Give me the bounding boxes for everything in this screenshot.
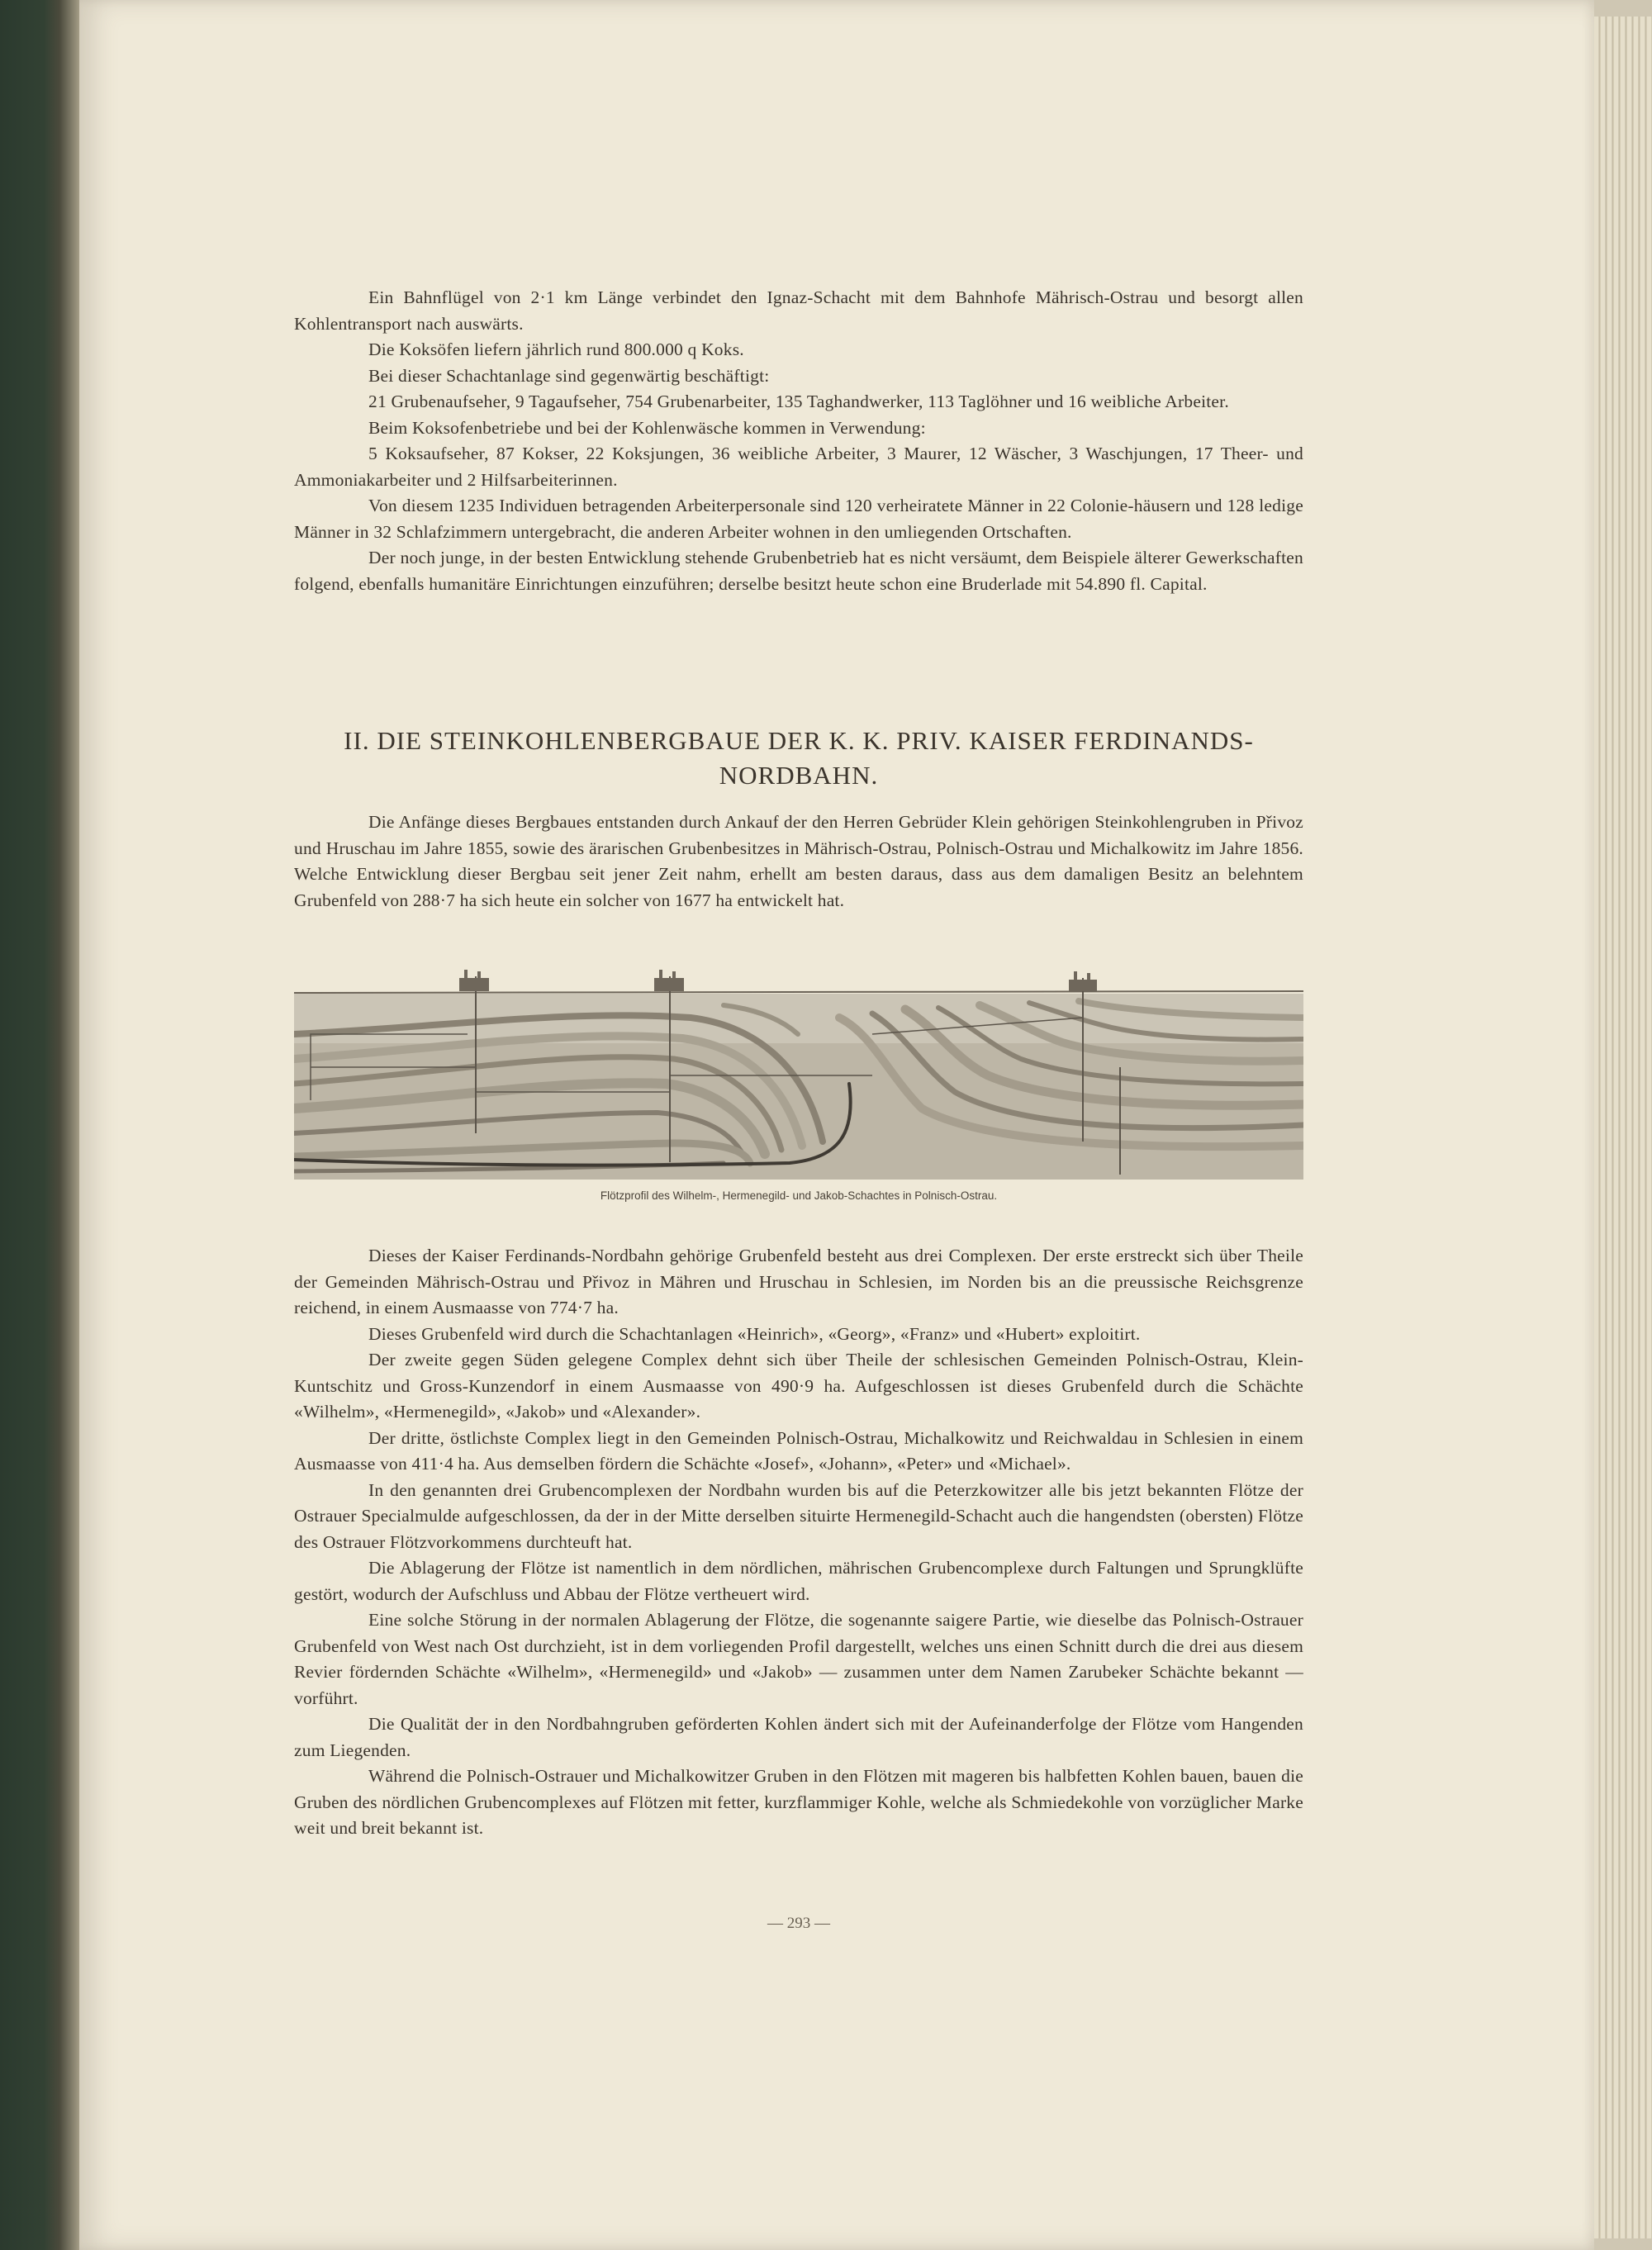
paragraph: Dieses Grubenfeld wird durch die Schachtanlagen «Heinrich», «Georg», «Franz» und «Hubert» exploitirt. — [368, 1323, 1141, 1344]
paragraph: Beim Koksofenbetriebe und bei der Kohlenwäsche kommen in Verwendung: — [368, 417, 926, 438]
paragraph: Die Ablagerung der Flötze ist namentlich in dem nördlichen, mährischen Grubencomplexe durch Faltungen und Sprungklüfte gestört, wodurch der Aufschluss und Abbau der Flötze vertheuert wird. — [294, 1558, 1303, 1604]
paragraph: Bei dieser Schachtanlage sind gegenwärtig beschäftigt: — [368, 365, 770, 386]
paragraph: Der zweite gegen Süden gelegene Complex dehnt sich über Theile der schlesischen Gemeinden Polnisch-Ostrau, Klein-Kuntschitz und Gross-Kunzendorf in einem Ausmaasse von 490·9 ha. Aufgeschlossen ist dieses Grubenfeld durch die Schächte «Wilhelm», «Hermenegild», «Jakob» und «Alexander». — [294, 1350, 1303, 1422]
paragraph: Der dritte, östlichste Complex liegt in den Gemeinden Polnisch-Ostrau, Michalkowitz und Reichwaldau in Schlesien in einem Ausmaasse von 411·4 ha. Aus demselben fördern die Schächte «Josef», «Johann», «Peter» und «Michael». — [294, 1427, 1303, 1474]
paragraph: In den genannten drei Grubencomplexen der Nordbahn wurden bis auf die Peterzkowitzer alle bis jetzt bekannten Flötze der Ostrauer Specialmulde aufgeschlossen, da der in der Mitte derselben situirte Hermenegild-Schacht auch die hangendsten (obersten) Flötze des Ostrauer Flötzvorkommens durchteuft hat. — [294, 1479, 1303, 1552]
bottom-text-block — [294, 1243, 1303, 1842]
intro-text-block — [294, 809, 1303, 914]
section-heading-line-1: II. DIE STEINKOHLENBERGBAUE DER K. K. PRIV. KAISER FERDINANDS- — [344, 726, 1254, 755]
paragraph: Die Koksöfen liefern jährlich rund 800.000 q Koks. — [368, 339, 744, 359]
top-text-block — [294, 285, 1303, 597]
paragraph: Von diesem 1235 Individuen betragenden Arbeiterpersonale sind 120 verheiratete Männer in 22 Colonie-häusern und 128 ledige Männer in 32 Schlafzimmern untergebracht, die anderen Arbeiter wohnen in den umliegenden Ortschaften. — [294, 496, 1303, 542]
paragraph: Der noch junge, in der besten Entwicklung stehende Grubenbetrieb hat es nicht versäumt, dem Beispiele älterer Gewerkschaften folgend, ebenfalls humanitäre Einrichtungen einzuführen; derselbe besitzt heute schon eine Bruderlade mit 54.890 fl. Capital. — [294, 548, 1303, 594]
paragraph: 21 Grubenaufseher, 9 Tagaufseher, 754 Grubenarbeiter, 135 Taghandwerker, 113 Taglöhner und 16 weibliche Arbeiter. — [368, 392, 1229, 411]
paragraph: Eine solche Störung in der normalen Ablagerung der Flötze, die sogenannte saigere Partie, wie dieselbe das Polnisch-Ostrauer Grubenfeld von West nach Ost durchzieht, ist in dem vorliegenden Profil dargestellt, welches uns einen Schnitt durch die drei aus diesem Revier fördernden Schächte «Wilhelm», «Hermenegild» und «Jakob» — zusammen unter dem Namen Zarubeker Schächte bekannt — vorführt. — [294, 1610, 1303, 1708]
page-edges — [1594, 17, 1652, 2238]
coal-seam-profile — [294, 968, 1303, 1180]
paragraph: Die Anfänge dieses Bergbaues entstanden durch Ankauf der den Herren Gebrüder Klein gehörigen Steinkohlengruben in Přivoz und Hruschau im Jahre 1855, sowie des ärarischen Grubenbesitzes in Mährisch-Ostrau, Polnisch-Ostrau und Michalkowitz im Jahre 1856. Welche Entwicklung dieser Bergbau seit jener Zeit nahm, erhellt am besten daraus, dass aus dem damaligen Besitz an belehntem Grubenfeld von 288·7 ha sich heute ein solcher von 1677 ha entwickelt hat. — [294, 812, 1303, 910]
paragraph: Ein Bahnflügel von 2·1 km Länge verbindet den Ignaz-Schacht mit dem Bahnhofe Mährisch-Ostrau und besorgt allen Kohlentransport nach auswärts. — [294, 287, 1303, 334]
paragraph: Während die Polnisch-Ostrauer und Michalkowitzer Gruben in den Flötzen mit mageren bis halbfetten Kohlen bauen, bauen die Gruben des nördlichen Grubencomplexes auf Flötzen mit fetter, kurzflammiger Kohle, welche als Schmiedekohle von vorzüglicher Marke weit und breit bekannt ist. — [294, 1766, 1303, 1838]
section-heading-line-2: NORDBAHN. — [719, 761, 879, 790]
page-number: — 293 — — [767, 1915, 830, 1932]
paragraph: 5 Koksaufseher, 87 Kokser, 22 Koksjungen, 36 weibliche Arbeiter, 3 Maurer, 12 Wäscher, 3 Waschjungen, 17 Theer- und Ammoniakarbeiter und 2 Hilfsarbeiterinnen. — [294, 444, 1303, 490]
paragraph: Die Qualität der in den Nordbahngruben geförderten Kohlen ändert sich mit der Aufeinanderfolge der Flötze vom Hangenden zum Liegenden. — [294, 1714, 1303, 1760]
section-heading — [294, 724, 1303, 793]
figure-caption: Flötzprofil des Wilhelm-, Hermenegild- und Jakob-Schachtes in Polnisch-Ostrau. — [600, 1189, 998, 1202]
paragraph: Dieses der Kaiser Ferdinands-Nordbahn gehörige Grubenfeld besteht aus drei Complexen. Der erste erstreckt sich über Theile der Gemeinden Mährisch-Ostrau und Přivoz in Mähren und Hruschau in Schlesien, im Norden bis an die preussische Reichsgrenze reichend, in einem Ausmaasse von 774·7 ha. — [294, 1246, 1303, 1317]
geological-profile-figure — [294, 968, 1303, 1180]
book-binding — [0, 0, 79, 2250]
